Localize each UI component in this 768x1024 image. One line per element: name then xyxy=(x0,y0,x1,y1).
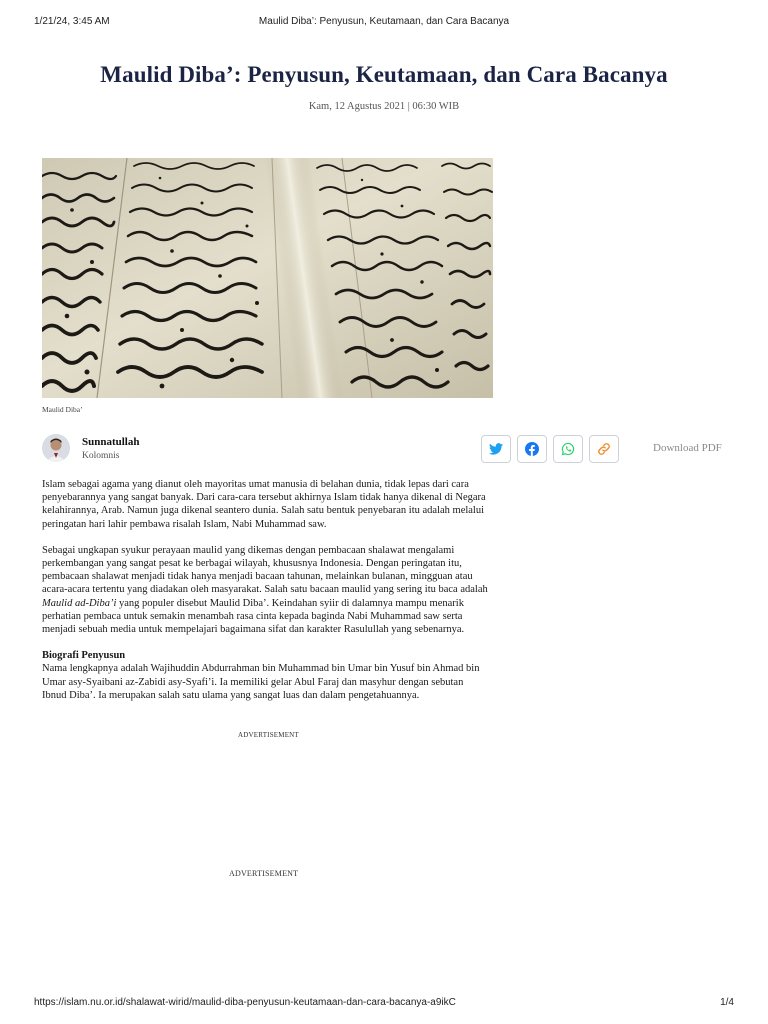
image-caption: Maulid Diba’ xyxy=(42,405,83,414)
author-name[interactable]: Sunnatullah xyxy=(82,436,140,448)
paragraph-2-italic: Maulid ad-Diba’i xyxy=(42,597,117,609)
article-title: Maulid Diba’: Penyusun, Keutamaan, dan Cara Bacanya xyxy=(100,62,668,87)
advertisement-label: ADVERTISEMENT xyxy=(238,731,299,739)
hero-image xyxy=(42,158,493,398)
share-whatsapp-button[interactable] xyxy=(553,435,583,463)
print-doc-title: Maulid Diba’: Penyusun, Keutamaan, dan Cara Bacanya xyxy=(258,16,510,27)
share-twitter-button[interactable] xyxy=(481,435,511,463)
section-heading: Biografi Penyusun xyxy=(42,650,126,662)
print-datetime: 1/21/24, 3:45 AM xyxy=(34,16,110,27)
download-pdf-link[interactable]: Download PDF xyxy=(653,442,722,454)
author-role: Kolomnis xyxy=(82,451,120,461)
print-header xyxy=(0,16,768,30)
print-footer xyxy=(0,997,768,1011)
share-facebook-button[interactable] xyxy=(517,435,547,463)
article-meta: Kam, 12 Agustus 2021 | 06:30 WIB xyxy=(308,101,460,112)
twitter-icon xyxy=(489,443,503,455)
paragraph-2-text-b: yang populer disebut Maulid Diba’. Keindahan syiir di dalamnya mampu menarik perhatian pembaca untuk semakin menambah rasa cinta kepada baginda Nabi Muhammad saw serta menjadi sebuah media untuk mempelajari bagaimana sifat dan karakter Rasulullah yang sebenarnya. xyxy=(42,597,465,636)
copy-link-button[interactable] xyxy=(589,435,619,463)
whatsapp-icon xyxy=(561,442,575,456)
paragraph-1: Islam sebagai agama yang dianut oleh mayoritas umat manusia di belahan dunia, tidak lepas dari cara penyebarannya yang sangat banyak. Dari cara-cara tersebut akhirnya Islam tidak hanya dikenal di Negara kelahirannya, Arab. Namun juga dikenal seantero dunia. Salah satu bentuk penyebaran itu adalah melalui peringatan hari lahir pembawa risalah Islam, Nabi Muhammad saw. xyxy=(42,479,486,530)
avatar[interactable] xyxy=(42,434,70,462)
article-body xyxy=(42,478,490,702)
facebook-icon xyxy=(525,442,539,456)
advertisement-label: ADVERTISEMENT xyxy=(229,869,299,878)
link-icon xyxy=(597,442,611,456)
print-url: https://islam.nu.or.id/shalawat-wirid/maulid-diba-penyusun-keutamaan-dan-cara-bacanya-a9ikC xyxy=(34,997,456,1008)
paragraph-3: Nama lengkapnya adalah Wajihuddin Abdurrahman bin Muhammad bin Umar bin Yusuf bin Ahmad bin Umar asy-Syaibani az-Zabidi asy-Syafi’i. Ia memiliki gelar Abul Faraj dan masyhur dengan sebutan Ibnud Diba’. Ia merupakan salah satu ulama yang sangat luas dan dalam pengetahuannya. xyxy=(42,663,480,701)
paragraph-2 xyxy=(42,544,490,636)
print-page-number: 1/4 xyxy=(720,997,734,1008)
author-block xyxy=(42,434,342,464)
paragraph-2-text-a: Sebagai ungkapan syukur perayaan maulid yang dikemas dengan pembacaan shalawat mengalami perkembangan yang sangat pesat ke berbagai wilayah, khususnya Indonesia. Dengan peringatan itu, pembacaan shalawat menjadi tidak hanya menjadi bacaan tahunan, melainkan bulanan, mingguan atau acara-acara tertentu yang diadakan oleh masyarakat. Salah satu bacaan maulid yang sering itu baca adalah xyxy=(42,544,488,596)
